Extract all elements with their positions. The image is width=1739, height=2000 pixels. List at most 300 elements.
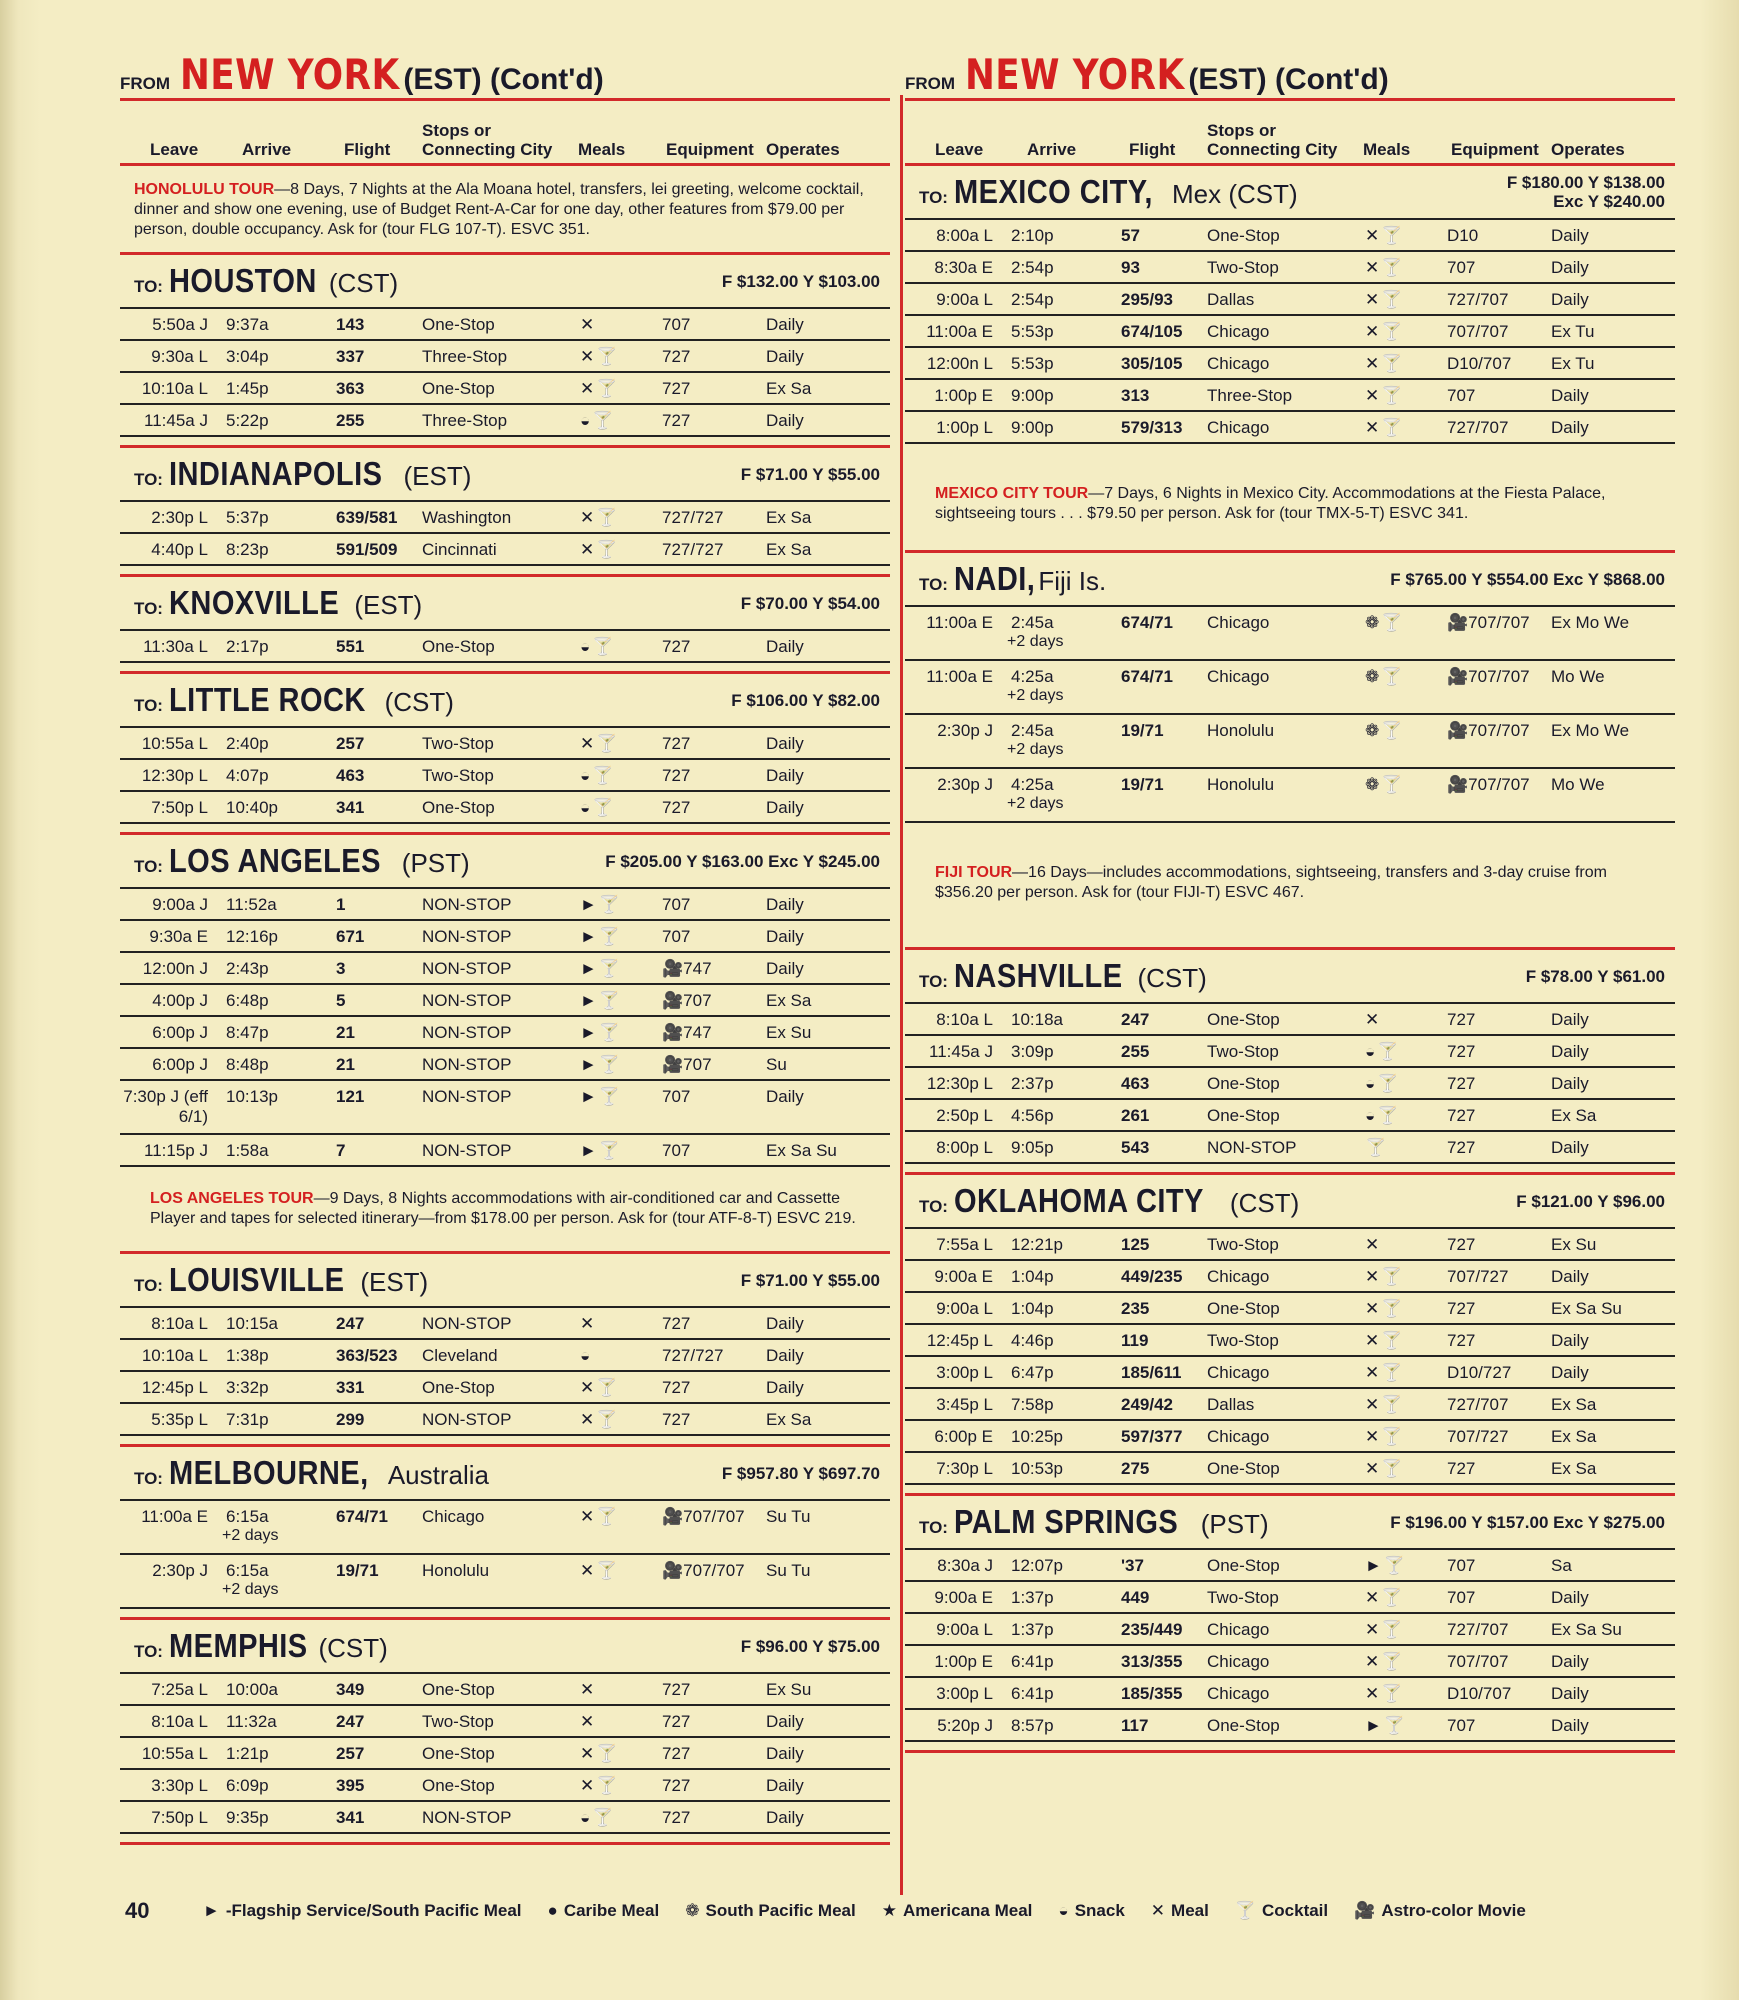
cell-ops: Daily — [1551, 1588, 1589, 1607]
to-label: TO: — [134, 470, 163, 489]
table-row — [120, 921, 890, 953]
cell-ops: Ex Sa — [766, 379, 812, 398]
cell-equip: 🎥707/707 — [662, 1561, 745, 1580]
to-label: TO: — [134, 599, 163, 618]
tour-text: —8 Days, 7 Nights at the Ala Moana hotel, transfers, lei greeting, welcome cocktail, dinner and show one evening, use of Budget Rent-A-Car for one day, other features from $79.00 per person, double occupancy. Ask for (tour FLG 107-T). ESVC 351. — [134, 181, 864, 238]
cell-ops: Ex Sa — [766, 1410, 812, 1429]
cell-leave: 5:35p L — [151, 1410, 208, 1429]
cell-leave: 9:00a L — [936, 1620, 993, 1639]
cell-stops: NON-STOP — [422, 1087, 512, 1106]
cell-equip: 727 — [1447, 1106, 1476, 1125]
destination-tz: (PST) — [401, 848, 470, 878]
cell-stops: Chicago — [1207, 1652, 1270, 1671]
cell-equip: 🎥707/707 — [1447, 613, 1530, 632]
cell-leave: 5:50a J — [152, 315, 208, 334]
cell-arrive — [216, 637, 316, 657]
destination-title — [134, 842, 470, 880]
col-leave: Leave — [150, 140, 199, 159]
cell-flight: 247 — [1121, 1010, 1150, 1029]
cell-ops: Daily — [766, 734, 804, 753]
cell-leave: 8:10a L — [151, 1712, 208, 1731]
cell-flight: 341 — [336, 798, 365, 817]
cell-equip: 727 — [1447, 1042, 1476, 1061]
cell-stops: One-Stop — [1207, 1074, 1280, 1093]
cell-arrive — [1001, 775, 1101, 813]
cell-leave: 11:45a J — [144, 411, 208, 430]
cell-leave: 10:55a L — [141, 1744, 208, 1763]
cell-equip: 🎥707 — [662, 1055, 712, 1074]
tour-name: HONOLULU TOUR — [134, 181, 275, 198]
dest-louisville — [120, 1254, 890, 1447]
arrive-time: 2:37p — [1011, 1074, 1054, 1093]
meal-legend — [203, 1901, 1526, 1921]
col-meals: Meals — [578, 140, 626, 159]
cell-meals: ✕🍸 — [1365, 1620, 1405, 1639]
cell-ops: Daily — [1551, 258, 1589, 277]
arrive-time: 8:57p — [1011, 1716, 1054, 1735]
cell-leave: 2:30p J — [152, 1561, 208, 1580]
cell-flight: 57 — [1121, 226, 1140, 245]
cell-leave: 2:30p J — [937, 721, 993, 740]
cell-stops: One-Stop — [422, 1680, 495, 1699]
cell-meals: ✕🍸 — [580, 347, 620, 366]
left-from-header — [120, 50, 890, 98]
destination-name: PALM SPRINGS — [953, 1503, 1179, 1540]
to-label: TO: — [919, 1197, 948, 1216]
arrive-time: 5:53p — [1011, 322, 1054, 341]
cell-arrive — [216, 540, 316, 560]
fare-line: F $196.00 Y $157.00 Exc Y $275.00 — [1390, 1512, 1665, 1532]
cell-stops: Three-Stop — [422, 347, 508, 366]
cell-flight: 5 — [336, 991, 346, 1010]
legend-label: -Flagship Service/South Pacific Meal — [225, 1901, 522, 1920]
destination-title — [919, 957, 1207, 995]
cell-arrive — [1001, 1556, 1101, 1576]
arrive-time: 12:16p — [226, 927, 278, 946]
arrive-time: 1:37p — [1011, 1620, 1054, 1639]
cell-ops: Daily — [1551, 386, 1589, 405]
cell-stops: Chicago — [1207, 354, 1270, 373]
arrive-time: 4:56p — [1011, 1106, 1054, 1125]
arrive-time: 6:41p — [1011, 1652, 1054, 1671]
cell-meals: ◒🍸 — [1365, 1074, 1401, 1093]
cell-equip: 727 — [662, 1680, 691, 1699]
cell-stops: Cleveland — [422, 1346, 498, 1365]
table-row — [905, 220, 1675, 252]
flight-rows — [905, 218, 1675, 444]
cell-stops: Chicago — [1207, 1427, 1270, 1446]
cell-ops: Daily — [766, 347, 804, 366]
mexico-city-tour — [905, 444, 1675, 550]
cell-ops: Daily — [766, 766, 804, 785]
destination-tz: Mex (CST) — [1172, 179, 1298, 209]
cell-ops: Daily — [1551, 1652, 1589, 1671]
cell-arrive — [1001, 322, 1101, 342]
cell-flight: 363 — [336, 379, 365, 398]
cell-stops: Two-Stop — [422, 734, 494, 753]
cell-flight: 125 — [1121, 1235, 1150, 1254]
destination-name: LOS ANGELES — [168, 842, 381, 879]
table-row — [905, 1582, 1675, 1614]
cell-ops: Ex Sa — [766, 991, 812, 1010]
arrive-time: 6:41p — [1011, 1684, 1054, 1703]
legend-label: Americana Meal — [902, 1901, 1033, 1920]
cell-flight: 235/449 — [1121, 1620, 1183, 1639]
cell-flight: 363/523 — [336, 1346, 398, 1365]
cell-flight: 21 — [336, 1055, 355, 1074]
cell-leave: 10:10a L — [141, 379, 208, 398]
cell-equip: 727 — [662, 411, 691, 430]
destination-name: MEXICO CITY, — [953, 173, 1153, 210]
cell-arrive — [1001, 1074, 1101, 1094]
destination-header — [120, 1620, 890, 1672]
table-row — [120, 341, 890, 373]
legend-label: Cocktail — [1262, 1901, 1329, 1920]
table-row — [905, 348, 1675, 380]
arrive-time: 4:25a — [1011, 775, 1054, 794]
arrive-time: 10:13p — [226, 1087, 278, 1106]
cell-meals: ✕🍸 — [1365, 322, 1405, 341]
fiji-tour — [905, 823, 1675, 947]
cell-arrive — [1001, 1106, 1101, 1126]
cell-ops: Daily — [1551, 1331, 1589, 1350]
fare-line-2: Exc Y $240.00 — [1553, 192, 1665, 211]
cell-stops: NON-STOP — [422, 959, 512, 978]
cell-meals: ✕ — [580, 1712, 597, 1731]
cell-meals: ❁🍸 — [1365, 775, 1405, 794]
destination-header — [120, 1254, 890, 1306]
cell-stops: One-Stop — [422, 798, 495, 817]
cell-arrive — [216, 895, 316, 915]
cell-arrive — [216, 1744, 316, 1764]
cell-equip: 727 — [662, 798, 691, 817]
legend-item — [548, 1901, 660, 1921]
cell-meals: ✕ — [1365, 1010, 1382, 1029]
col-leave: Leave — [935, 140, 984, 159]
cell-equip: 707 — [1447, 258, 1476, 277]
col-stops — [422, 121, 566, 159]
cell-ops: Ex Sa Su — [766, 1141, 837, 1160]
cell-flight: 639/581 — [336, 508, 398, 527]
cell-leave: 2:30p L — [151, 508, 208, 527]
cell-equip: 727 — [662, 1808, 691, 1827]
cell-arrive — [216, 959, 316, 979]
cell-equip: 707 — [1447, 386, 1476, 405]
red-rule — [120, 1842, 890, 1845]
cell-equip: 707 — [1447, 1556, 1476, 1575]
cell-flight: 19/71 — [1121, 775, 1164, 794]
table-row — [905, 1357, 1675, 1389]
destination-name: INDIANAPOLIS — [168, 455, 383, 492]
legend-label: Snack — [1074, 1901, 1125, 1920]
destination-title — [134, 681, 454, 719]
cell-meals: ►🍸 — [580, 1055, 622, 1074]
cell-arrive — [216, 798, 316, 818]
fare — [741, 1637, 880, 1656]
table-row — [120, 373, 890, 405]
cell-equip: 🎥707/707 — [1447, 775, 1530, 794]
cell-leave: 3:00p L — [936, 1684, 993, 1703]
fare-line: F $71.00 Y $55.00 — [740, 1270, 880, 1290]
cell-stops: Chicago — [422, 1507, 485, 1526]
cell-flight: 119 — [1121, 1331, 1149, 1350]
cell-flight: 257 — [336, 734, 365, 753]
cell-arrive — [1001, 386, 1101, 406]
cell-meals: ✕🍸 — [1365, 226, 1405, 245]
fare — [741, 1271, 880, 1290]
cell-stops: NON-STOP — [1207, 1138, 1297, 1157]
arrive-time: 7:58p — [1011, 1395, 1054, 1414]
cell-meals: ◒ — [580, 1346, 593, 1365]
destination-tz: Fiji Is. — [1038, 566, 1107, 596]
cell-equip: D10/707 — [1447, 1684, 1512, 1703]
arrive-time: 6:15a — [226, 1507, 269, 1526]
cell-stops: Two-Stop — [1207, 1331, 1279, 1350]
cell-leave: 7:50p L — [151, 1808, 208, 1827]
cell-flight: 674/105 — [1121, 322, 1183, 341]
fare-line: F $121.00 Y $96.00 — [1516, 1191, 1665, 1211]
destination-title — [134, 455, 471, 493]
destination-name: NADI, — [953, 560, 1036, 597]
table-row — [120, 1674, 890, 1706]
cell-ops: Daily — [766, 1346, 804, 1365]
arrive-time: 2:40p — [226, 734, 269, 753]
legend-symbol-icon: ◒ — [1058, 1901, 1069, 1920]
destination-name: KNOXVILLE — [168, 584, 340, 621]
arrive-time: 1:38p — [226, 1346, 269, 1365]
table-row — [905, 1325, 1675, 1357]
cell-arrive — [216, 379, 316, 399]
legend-label: South Pacific Meal — [705, 1901, 856, 1920]
arrive-time: 5:22p — [226, 411, 269, 430]
destination-tz: Australia — [387, 1460, 489, 1490]
cell-stops: One-Stop — [422, 1776, 495, 1795]
fare — [1526, 967, 1665, 986]
cell-ops: Daily — [766, 895, 804, 914]
cell-leave: 11:00a E — [926, 667, 993, 686]
cell-equip: 727 — [1447, 1074, 1476, 1093]
cell-arrive — [1001, 1331, 1101, 1351]
destination-tz: (CST) — [328, 268, 399, 298]
cell-equip: 707/707 — [1447, 1652, 1509, 1671]
fare — [722, 1464, 880, 1483]
cell-leave: 12:30p L — [926, 1074, 993, 1093]
table-row — [905, 1229, 1675, 1261]
cell-flight: 337 — [336, 347, 365, 366]
cell-arrive — [1001, 418, 1101, 438]
cell-leave: 4:40p L — [151, 540, 208, 559]
cell-leave: 12:45p L — [926, 1331, 993, 1350]
destination-name: MEMPHIS — [168, 1627, 308, 1664]
cell-arrive — [1001, 1299, 1101, 1319]
to-label: TO: — [134, 696, 163, 715]
cell-flight: 247 — [336, 1314, 365, 1333]
cell-meals: ✕🍸 — [1365, 386, 1405, 405]
cell-arrive — [216, 1378, 316, 1398]
table-row — [120, 1081, 890, 1135]
table-row — [120, 760, 890, 792]
tour-name: LOS ANGELES TOUR — [150, 1190, 314, 1207]
cell-arrive — [1001, 1267, 1101, 1287]
cell-stops: One-Stop — [1207, 1010, 1280, 1029]
cell-equip: 727 — [662, 1378, 691, 1397]
right-from-header — [905, 50, 1675, 98]
cell-arrive — [216, 1410, 316, 1430]
destination-title — [134, 584, 422, 622]
table-row — [120, 1135, 890, 1167]
cell-equip: 727 — [662, 1712, 691, 1731]
to-label: TO: — [919, 188, 948, 207]
table-row — [905, 1004, 1675, 1036]
red-rule — [905, 1750, 1675, 1753]
cell-leave: 9:00a E — [934, 1267, 993, 1286]
cell-equip: D10 — [1447, 226, 1479, 245]
col-operates: Operates — [766, 140, 840, 159]
cell-meals: ✕ — [580, 1314, 597, 1333]
arrive-time: 1:04p — [1011, 1299, 1054, 1318]
table-row — [905, 1293, 1675, 1325]
cell-arrive — [216, 1808, 316, 1828]
arrive-time: 4:46p — [1011, 1331, 1054, 1350]
cell-stops: NON-STOP — [422, 1808, 512, 1827]
cell-equip: 🎥747 — [662, 959, 712, 978]
cell-leave: 4:00p J — [152, 991, 208, 1010]
legend-symbol-icon: 🎥 — [1354, 1901, 1376, 1920]
table-row — [120, 1049, 890, 1081]
cell-ops: Ex Sa Su — [1551, 1299, 1622, 1318]
cell-stops: Two-Stop — [1207, 1588, 1279, 1607]
destination-header — [905, 553, 1675, 605]
legend-symbol-icon: ★ — [881, 1901, 897, 1920]
cell-equip: 727 — [662, 1314, 691, 1333]
cell-ops: Daily — [1551, 1010, 1589, 1029]
cell-flight: 579/313 — [1121, 418, 1183, 437]
cell-stops: Two-Stop — [1207, 1235, 1279, 1254]
table-row — [905, 1100, 1675, 1132]
table-row — [905, 607, 1675, 661]
legend-item — [685, 1901, 855, 1921]
cell-stops: One-Stop — [1207, 1459, 1280, 1478]
table-row — [120, 1802, 890, 1834]
cell-stops: Chicago — [1207, 1267, 1270, 1286]
col-stops-line1: Stops or — [422, 121, 491, 140]
arrive-time: 10:00a — [226, 1680, 278, 1699]
cell-leave: 12:00n L — [926, 354, 993, 373]
destination-title — [134, 1627, 388, 1665]
origin-city: NEW YORK — [965, 50, 1185, 99]
table-row — [905, 1614, 1675, 1646]
cell-arrive — [216, 1055, 316, 1075]
arrive-time: 5:37p — [226, 508, 269, 527]
table-row — [120, 792, 890, 824]
cell-stops: NON-STOP — [422, 1023, 512, 1042]
arrive-time: 9:05p — [1011, 1138, 1054, 1157]
fare-line: F $78.00 Y $61.00 — [1525, 966, 1665, 986]
cell-stops: NON-STOP — [422, 927, 512, 946]
cell-stops: Chicago — [1207, 613, 1270, 632]
col-stops-line2: Connecting City — [422, 140, 553, 159]
cell-stops: Chicago — [1207, 322, 1270, 341]
col-meals: Meals — [1363, 140, 1411, 159]
cell-leave: 11:15p J — [144, 1141, 208, 1160]
table-row — [120, 1308, 890, 1340]
cell-stops: NON-STOP — [422, 1314, 512, 1333]
arrive-time: 8:23p — [226, 540, 269, 559]
destination-tz: (CST) — [384, 687, 454, 717]
cell-leave: 11:00a E — [926, 322, 993, 341]
arrive-time: 9:35p — [226, 1808, 269, 1827]
arrive-time: 3:32p — [226, 1378, 269, 1397]
cell-flight: 3 — [336, 959, 346, 978]
los-angeles-tour — [120, 1167, 890, 1251]
table-row — [905, 661, 1675, 715]
tour-name: FIJI TOUR — [935, 864, 1013, 881]
cell-meals: ✕🍸 — [580, 734, 620, 753]
cell-ops: Daily — [766, 411, 804, 430]
cell-equip: 727/727 — [662, 1346, 724, 1365]
cell-stops: Washington — [422, 508, 512, 527]
cell-meals: ✕🍸 — [1365, 1459, 1405, 1478]
cell-stops: One-Stop — [422, 1378, 495, 1397]
cell-equip: 707/727 — [1447, 1267, 1509, 1286]
cell-ops: Ex Sa Su — [1551, 1620, 1622, 1639]
cell-ops: Ex Tu — [1551, 354, 1595, 373]
cell-meals: ✕🍸 — [1365, 1588, 1405, 1607]
cell-leave: 8:30a J — [937, 1556, 993, 1575]
cell-leave: 1:00p E — [934, 386, 993, 405]
flight-rows — [905, 1548, 1675, 1742]
table-row — [120, 1706, 890, 1738]
cell-arrive — [216, 1346, 316, 1366]
cell-meals: ✕🍸 — [1365, 290, 1405, 309]
destination-name: LITTLE ROCK — [168, 681, 366, 718]
cell-stops: One-Stop — [1207, 226, 1280, 245]
cell-stops: Dallas — [1207, 1395, 1255, 1414]
cell-meals: ✕🍸 — [1365, 1299, 1405, 1318]
cell-equip: 🎥747 — [662, 1023, 712, 1042]
cell-meals: ✕ — [1365, 1235, 1382, 1254]
table-row — [120, 889, 890, 921]
flight-rows — [120, 307, 890, 437]
cell-arrive — [1001, 613, 1101, 651]
cell-arrive — [216, 1087, 316, 1107]
cell-arrive — [1001, 1042, 1101, 1062]
cell-arrive — [216, 991, 316, 1011]
arrive-time: 2:54p — [1011, 258, 1054, 277]
cell-stops: Three-Stop — [422, 411, 508, 430]
cell-meals: ✕🍸 — [580, 1507, 620, 1526]
cell-ops: Ex Sa — [1551, 1395, 1597, 1414]
cell-ops: Daily — [766, 1087, 804, 1106]
cell-meals: ❁🍸 — [1365, 613, 1405, 632]
cell-arrive — [216, 1680, 316, 1700]
cell-flight: 19/71 — [1121, 721, 1164, 740]
cell-arrive — [1001, 1427, 1101, 1447]
cell-ops: Ex Su — [766, 1023, 812, 1042]
table-row — [120, 534, 890, 566]
col-stops-line2: Connecting City — [1207, 140, 1338, 159]
cell-flight: 674/71 — [1121, 667, 1173, 686]
honolulu-tour — [120, 166, 890, 252]
arrive-time: 7:31p — [226, 1410, 269, 1429]
cell-arrive — [216, 347, 316, 367]
cell-leave: 7:30p J (eff 6/1) — [123, 1087, 208, 1126]
dest-mexico-city — [905, 166, 1675, 444]
cell-arrive — [1001, 667, 1101, 705]
column-divider — [900, 95, 903, 1895]
cell-ops: Ex Su — [766, 1680, 812, 1699]
table-row — [905, 412, 1675, 444]
